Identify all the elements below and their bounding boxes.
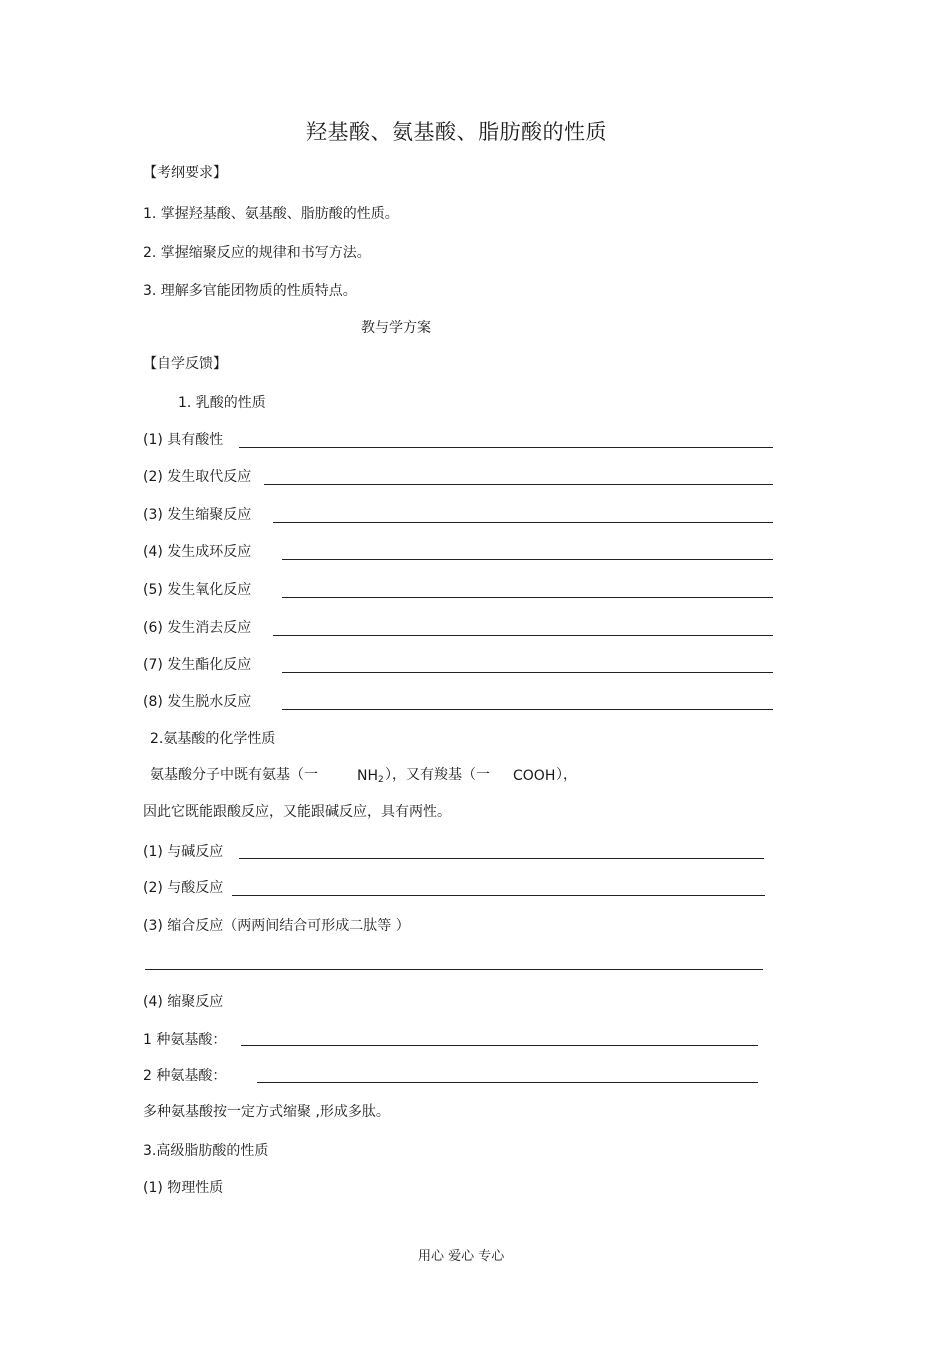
- answer-line[interactable]: [282, 597, 773, 598]
- plan-title: 教与学方案: [361, 320, 431, 336]
- amino-intro-line2: 因此它既能跟酸反应，又能跟碱反应，具有两性。: [143, 804, 451, 820]
- carboxyl-formula: COOH: [513, 768, 556, 784]
- answer-line[interactable]: [232, 895, 765, 896]
- amino-item: (3) 缩合反应（两两间结合可形成二肽等 ）: [143, 918, 410, 934]
- answer-line[interactable]: [264, 484, 773, 485]
- amino-intro-part3: ），: [556, 767, 577, 783]
- syllabus-item: 1. 掌握羟基酸、氨基酸、脂肪酸的性质。: [143, 206, 399, 222]
- lactic-item: (4) 发生成环反应: [143, 544, 252, 560]
- amino-intro-part2: ），又有羧基（一: [385, 767, 490, 783]
- fatty-heading: 3.高级脂肪酸的性质: [143, 1143, 269, 1159]
- amino-group-formula: [357, 769, 384, 785]
- lactic-item: (2) 发生取代反应: [143, 469, 252, 485]
- amino-group-subscript: 2: [378, 775, 384, 785]
- answer-line[interactable]: [257, 1082, 758, 1083]
- amino-item: (1) 与碱反应: [143, 844, 224, 860]
- lactic-item: (7) 发生酯化反应: [143, 657, 252, 673]
- poly-heading: (4) 缩聚反应: [143, 994, 224, 1010]
- lactic-item: (8) 发生脱水反应: [143, 694, 252, 710]
- lactic-item: (5) 发生氧化反应: [143, 582, 252, 598]
- amino-group-text: NH: [357, 768, 378, 784]
- answer-line[interactable]: [239, 447, 773, 448]
- lactic-item: (1) 具有酸性: [143, 432, 224, 448]
- lactic-item: (6) 发生消去反应: [143, 620, 252, 636]
- poly-item: 1 种氨基酸：: [143, 1032, 227, 1048]
- syllabus-heading: 【考纲要求】: [143, 165, 227, 181]
- syllabus-item: 2. 掌握缩聚反应的规律和书写方法。: [143, 245, 371, 261]
- poly-note: 多种氨基酸按一定方式缩聚 ,形成多肽。: [143, 1104, 390, 1120]
- poly-item: 2 种氨基酸：: [143, 1068, 227, 1084]
- answer-line[interactable]: [282, 709, 773, 710]
- answer-line[interactable]: [273, 635, 773, 636]
- fatty-item: (1) 物理性质: [143, 1180, 224, 1196]
- feedback-heading: 【自学反馈】: [143, 356, 227, 372]
- answer-line[interactable]: [241, 1045, 758, 1046]
- answer-line[interactable]: [145, 969, 763, 970]
- page-title: 羟基酸、氨基酸、脂肪酸的性质: [306, 120, 607, 144]
- answer-line[interactable]: [239, 858, 764, 859]
- answer-line[interactable]: [273, 522, 773, 523]
- lactic-item: (3) 发生缩聚反应: [143, 507, 252, 523]
- amino-heading: 2.氨基酸的化学性质: [150, 731, 276, 747]
- syllabus-item: 3. 理解多官能团物质的性质特点。: [143, 283, 357, 299]
- page-footer: 用心 爱心 专心: [418, 1249, 505, 1264]
- answer-line[interactable]: [282, 559, 773, 560]
- lactic-heading: 1. 乳酸的性质: [178, 395, 266, 411]
- amino-intro-part1: 氨基酸分子中既有氨基（一: [150, 767, 318, 783]
- answer-line[interactable]: [282, 672, 773, 673]
- amino-item: (2) 与酸反应: [143, 880, 224, 896]
